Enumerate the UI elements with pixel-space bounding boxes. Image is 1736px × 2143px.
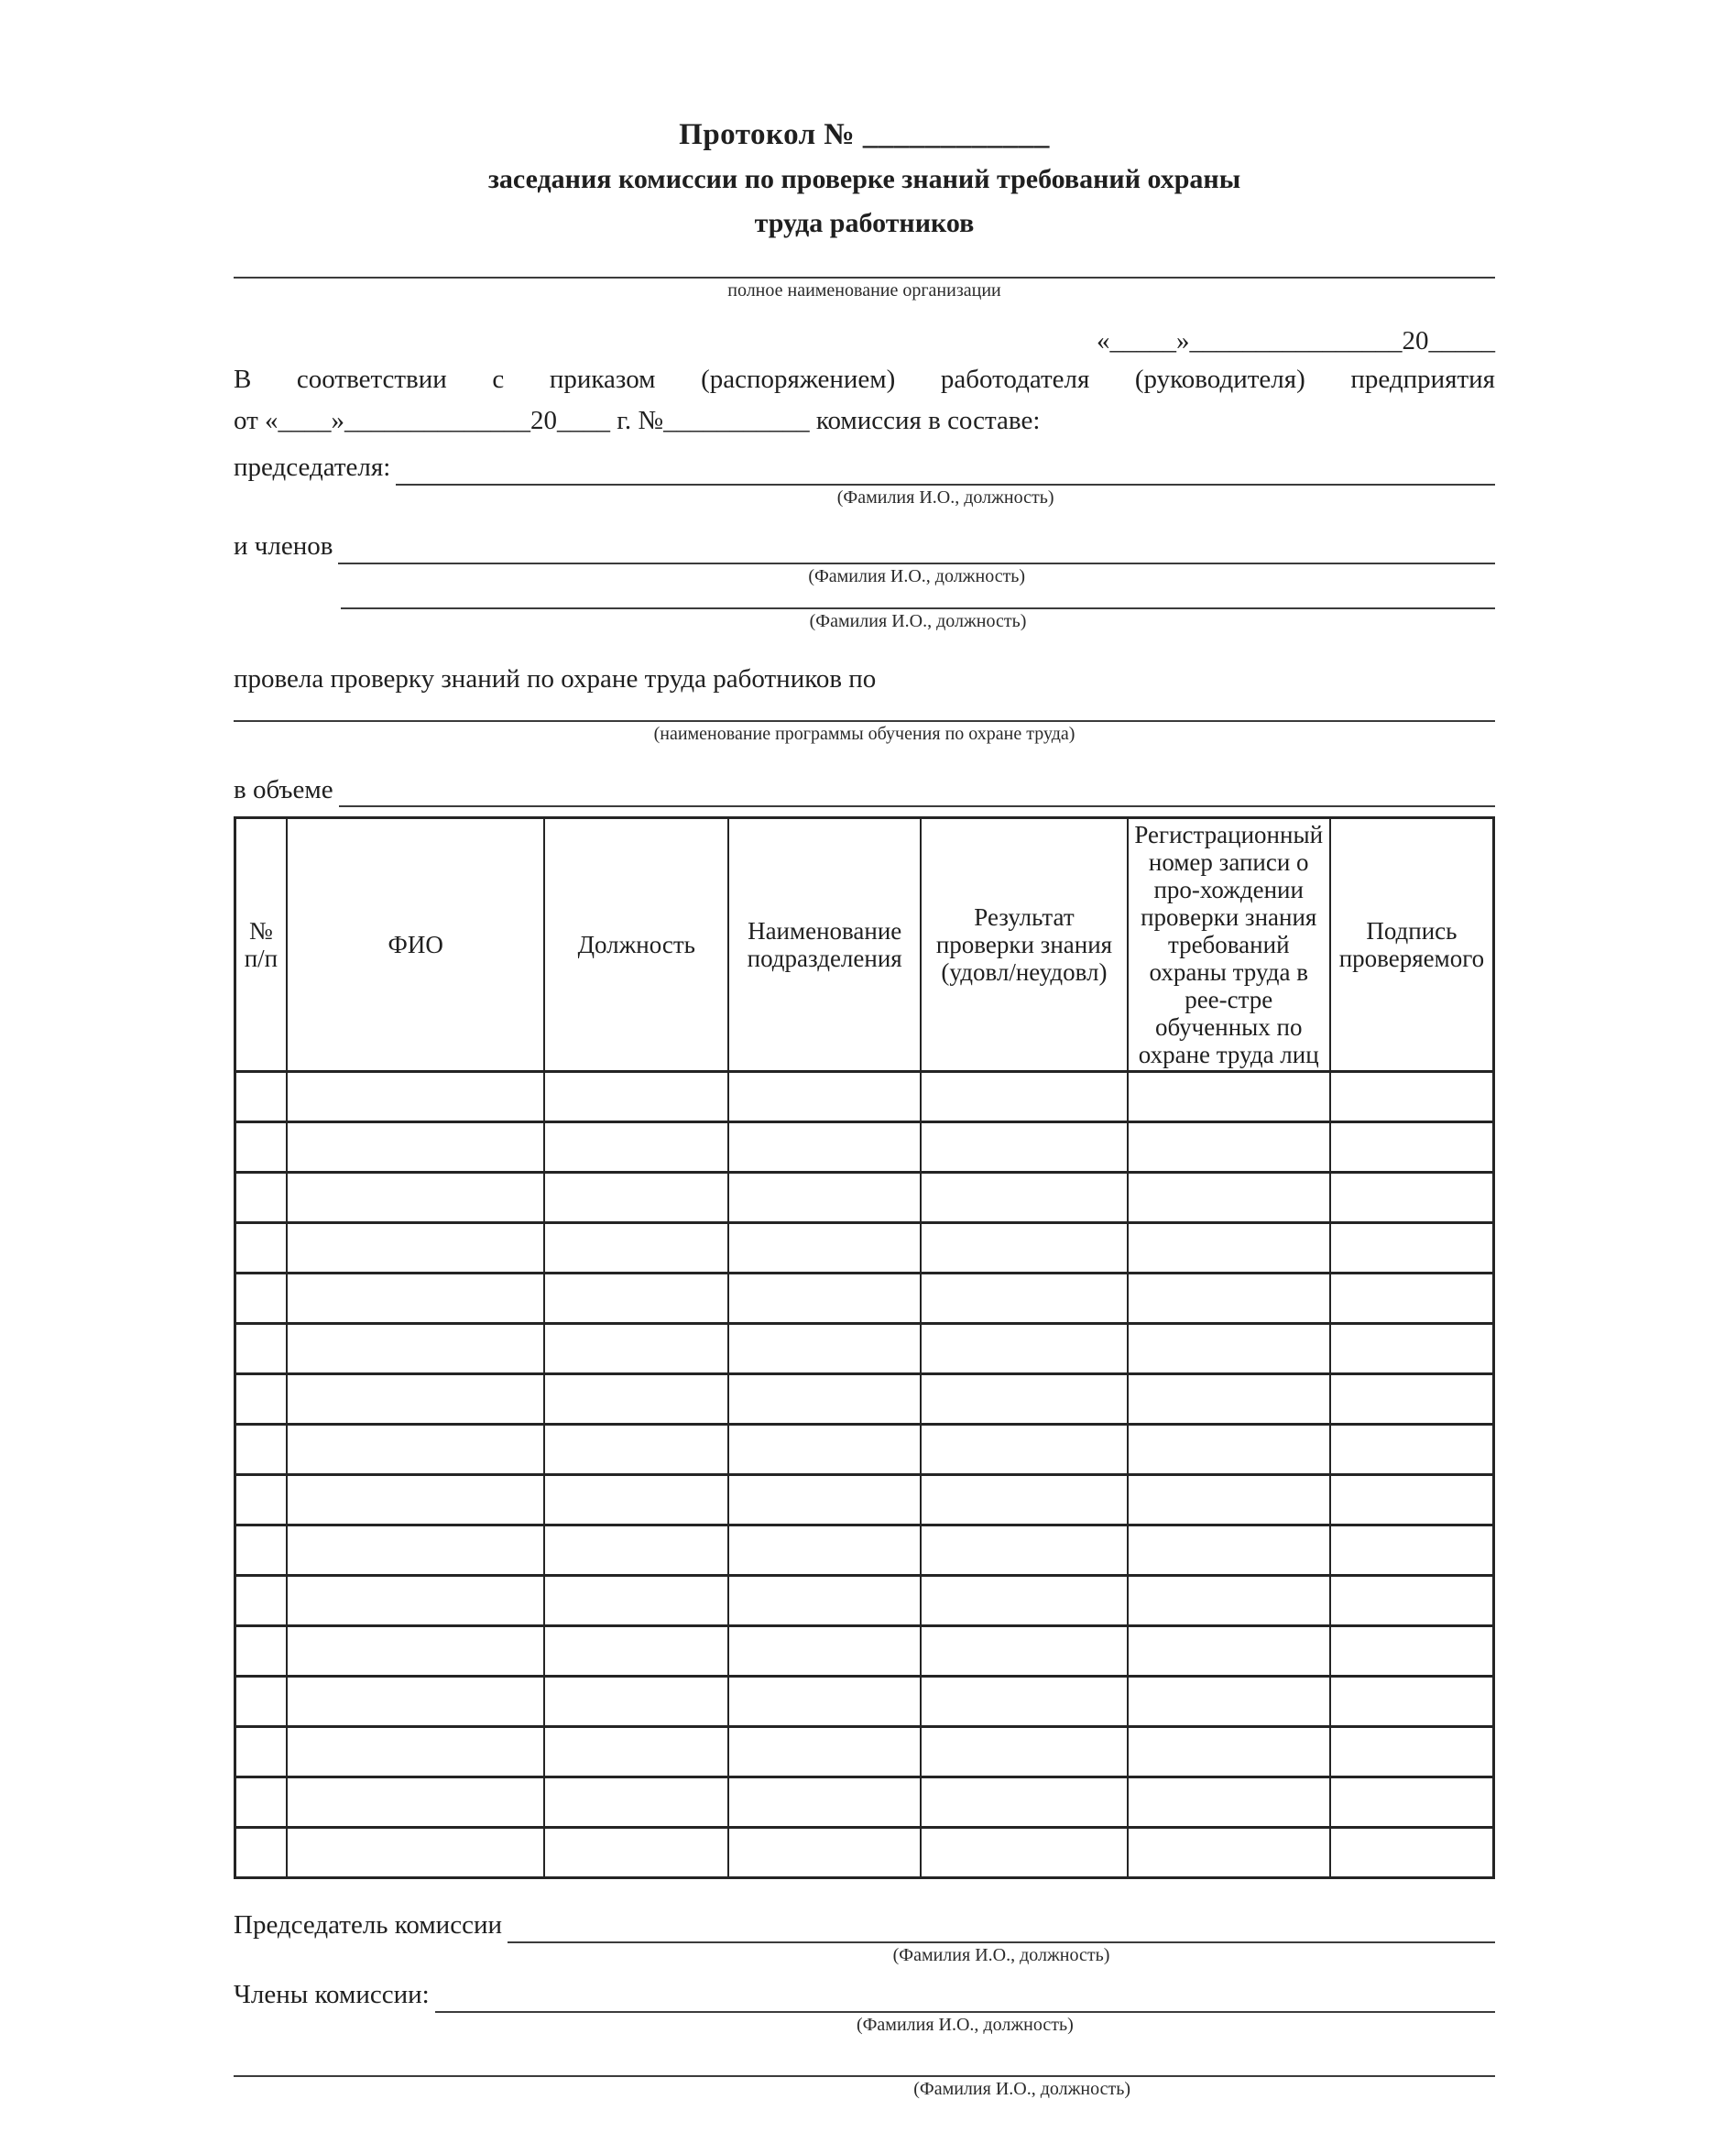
table-cell — [1330, 1122, 1494, 1173]
table-cell — [287, 1626, 545, 1677]
table-cell — [287, 1122, 545, 1173]
footer-member2-field — [234, 2055, 1495, 2101]
table-cell — [728, 1324, 921, 1374]
table-cell — [921, 1425, 1127, 1475]
organization-name-caption: полное наименование организации — [727, 280, 1001, 301]
table-cell — [544, 1072, 728, 1122]
table-cell — [1330, 1274, 1494, 1324]
table-cell — [287, 1777, 545, 1828]
table-cell — [1128, 1777, 1330, 1828]
table-cell — [728, 1425, 921, 1475]
table-cell — [728, 1274, 921, 1324]
volume-blank-line — [339, 773, 1495, 807]
footer-members-blank-line — [435, 1976, 1495, 2013]
table-row — [235, 1626, 1494, 1677]
table-cell — [921, 1223, 1127, 1274]
table-row — [235, 1525, 1494, 1576]
footer-chairman-caption: (Фамилия И.О., должность) — [892, 1945, 1110, 1965]
table-cell — [235, 1425, 287, 1475]
table-cell — [1330, 1374, 1494, 1425]
table-row — [235, 1223, 1494, 1274]
table-cell — [728, 1777, 921, 1828]
col-header-position: Должность — [544, 818, 728, 1072]
table-cell — [921, 1626, 1127, 1677]
table-cell — [921, 1828, 1127, 1878]
table-cell — [235, 1122, 287, 1173]
table-cell — [544, 1727, 728, 1777]
intro-paragraph-line1: В соответствии с приказом (распоряжением) работодателя (руководителя) предприятия — [234, 365, 1495, 394]
table-row — [235, 1324, 1494, 1374]
table-cell — [1330, 1576, 1494, 1626]
table-cell — [921, 1576, 1127, 1626]
table-row — [235, 1677, 1494, 1727]
table-cell — [235, 1677, 287, 1727]
table-cell — [1330, 1173, 1494, 1223]
table-cell — [1330, 1525, 1494, 1576]
footer-chairman-blank-line — [508, 1907, 1495, 1943]
table-cell — [921, 1324, 1127, 1374]
table-cell — [544, 1425, 728, 1475]
table-cell — [1128, 1324, 1330, 1374]
table-cell — [1128, 1828, 1330, 1878]
footer-members-label: Члены комиссии: — [234, 1980, 430, 2009]
footer-chairman-label: Председатель комиссии — [234, 1910, 502, 1940]
table-cell — [287, 1576, 545, 1626]
table-cell — [544, 1777, 728, 1828]
member2-indent-spacer — [234, 588, 341, 633]
table-cell — [1330, 1828, 1494, 1878]
program-field-caption: (наименование программы обучения по охране труда) — [653, 724, 1075, 744]
footer-member2-caption: (Фамилия И.О., должность) — [913, 2079, 1131, 2099]
table-cell — [921, 1173, 1127, 1223]
table-cell — [287, 1173, 545, 1223]
table-cell — [235, 1223, 287, 1274]
members-field-label: и членов — [234, 531, 333, 561]
table-cell — [235, 1173, 287, 1223]
results-table-header-row — [235, 818, 1494, 1072]
chairman-field — [234, 449, 1495, 509]
table-cell — [1330, 1727, 1494, 1777]
table-cell — [1128, 1072, 1330, 1122]
table-cell — [235, 1525, 287, 1576]
table-cell — [921, 1525, 1127, 1576]
member2-blank-line — [341, 588, 1495, 609]
table-cell — [235, 1072, 287, 1122]
volume-field-label: в объеме — [234, 775, 333, 804]
table-row — [235, 1072, 1494, 1122]
table-cell — [1330, 1425, 1494, 1475]
table-cell — [544, 1122, 728, 1173]
col-header-signature: Подпись проверяемого — [1330, 818, 1494, 1072]
table-cell — [1330, 1626, 1494, 1677]
members-field — [234, 528, 1495, 588]
table-cell — [1330, 1677, 1494, 1727]
table-row — [235, 1475, 1494, 1525]
table-cell — [1128, 1626, 1330, 1677]
table-cell — [728, 1122, 921, 1173]
table-cell — [287, 1425, 545, 1475]
table-cell — [1128, 1173, 1330, 1223]
table-cell — [287, 1324, 545, 1374]
col-header-result: Результат проверки знания (удовл/неудовл) — [921, 818, 1127, 1072]
table-cell — [235, 1274, 287, 1324]
table-row — [235, 1777, 1494, 1828]
table-cell — [921, 1677, 1127, 1727]
table-cell — [728, 1727, 921, 1777]
table-cell — [1128, 1223, 1330, 1274]
table-row — [235, 1374, 1494, 1425]
table-cell — [235, 1777, 287, 1828]
table-cell — [544, 1475, 728, 1525]
footer-member2-blank-line — [234, 2055, 1495, 2077]
document-subtitle-line1: заседания комиссии по проверке знаний требований охраны — [487, 164, 1241, 194]
table-cell — [544, 1626, 728, 1677]
table-cell — [287, 1374, 545, 1425]
table-cell — [287, 1475, 545, 1525]
table-row — [235, 1828, 1494, 1878]
col-header-row-number: № п/п — [235, 818, 287, 1072]
table-cell — [287, 1727, 545, 1777]
table-cell — [1128, 1525, 1330, 1576]
table-cell — [921, 1274, 1127, 1324]
table-row — [235, 1122, 1494, 1173]
program-blank-line — [234, 700, 1495, 722]
table-row — [235, 1576, 1494, 1626]
table-cell — [1128, 1374, 1330, 1425]
table-cell — [287, 1274, 545, 1324]
table-cell — [287, 1223, 545, 1274]
table-row — [235, 1173, 1494, 1223]
table-cell — [287, 1072, 545, 1122]
table-cell — [728, 1072, 921, 1122]
table-cell — [728, 1828, 921, 1878]
col-header-department: Наименование подразделения — [728, 818, 921, 1072]
program-field — [234, 700, 1495, 746]
table-cell — [235, 1727, 287, 1777]
chairman-blank-line — [396, 449, 1495, 486]
table-cell — [728, 1475, 921, 1525]
table-cell — [1330, 1475, 1494, 1525]
table-cell — [728, 1576, 921, 1626]
results-table-head — [235, 818, 1494, 1072]
table-cell — [728, 1374, 921, 1425]
table-cell — [544, 1173, 728, 1223]
table-cell — [235, 1828, 287, 1878]
table-cell — [1128, 1576, 1330, 1626]
table-cell — [287, 1828, 545, 1878]
table-cell — [1128, 1274, 1330, 1324]
table-cell — [728, 1223, 921, 1274]
document-subtitle-line2: труда работников — [754, 208, 975, 238]
document-title: Протокол № ____________ — [679, 118, 1050, 151]
table-cell — [235, 1374, 287, 1425]
table-cell — [921, 1777, 1127, 1828]
table-cell — [921, 1727, 1127, 1777]
table-cell — [921, 1374, 1127, 1425]
table-cell — [1330, 1072, 1494, 1122]
table-cell — [1330, 1777, 1494, 1828]
table-row — [235, 1274, 1494, 1324]
table-cell — [544, 1324, 728, 1374]
table-row — [235, 1727, 1494, 1777]
table-cell — [921, 1072, 1127, 1122]
protocol-date-blank: «_____»________________20_____ — [1097, 326, 1495, 355]
table-cell — [921, 1122, 1127, 1173]
members-blank-line — [338, 528, 1495, 564]
table-cell — [1128, 1727, 1330, 1777]
results-table-body — [235, 1072, 1494, 1878]
col-header-registration-number: Регистрационный номер записи о про-хождении проверки знания требований охраны труда в рее-стре обученных по охране труда лиц — [1128, 818, 1330, 1072]
table-cell — [728, 1173, 921, 1223]
member2-field-caption: (Фамилия И.О., должность) — [809, 611, 1027, 631]
knowledge-check-results-table — [234, 816, 1495, 1879]
table-cell — [921, 1475, 1127, 1525]
table-cell — [235, 1475, 287, 1525]
col-header-fio: ФИО — [287, 818, 545, 1072]
table-row — [235, 1425, 1494, 1475]
table-cell — [1330, 1223, 1494, 1274]
table-cell — [287, 1677, 545, 1727]
volume-field — [234, 773, 1495, 807]
table-cell — [1128, 1425, 1330, 1475]
table-cell — [544, 1828, 728, 1878]
chairman-field-label: председателя: — [234, 453, 391, 482]
members-field-caption: (Фамилия И.О., должность) — [808, 566, 1026, 586]
footer-chairman-field — [234, 1907, 1495, 1967]
table-cell — [728, 1525, 921, 1576]
table-cell — [544, 1576, 728, 1626]
table-cell — [544, 1274, 728, 1324]
table-cell — [544, 1374, 728, 1425]
table-cell — [235, 1576, 287, 1626]
table-cell — [728, 1677, 921, 1727]
conducted-check-sentence: провела проверку знаний по охране труда работников по — [234, 664, 877, 694]
footer-members-caption: (Фамилия И.О., должность) — [856, 2015, 1074, 2035]
member2-field — [234, 588, 1495, 633]
table-cell — [544, 1223, 728, 1274]
table-cell — [235, 1324, 287, 1374]
table-cell — [544, 1525, 728, 1576]
table-cell — [1128, 1475, 1330, 1525]
intro-paragraph-line2: от «____»______________20____ г. №___________ комиссия в составе: — [234, 406, 1041, 435]
table-cell — [544, 1677, 728, 1727]
table-cell — [235, 1626, 287, 1677]
footer-members-field — [234, 1976, 1495, 2037]
table-cell — [1128, 1122, 1330, 1173]
table-cell — [1330, 1324, 1494, 1374]
table-cell — [1128, 1677, 1330, 1727]
table-cell — [287, 1525, 545, 1576]
table-cell — [728, 1626, 921, 1677]
chairman-field-caption: (Фамилия И.О., должность) — [836, 487, 1054, 508]
